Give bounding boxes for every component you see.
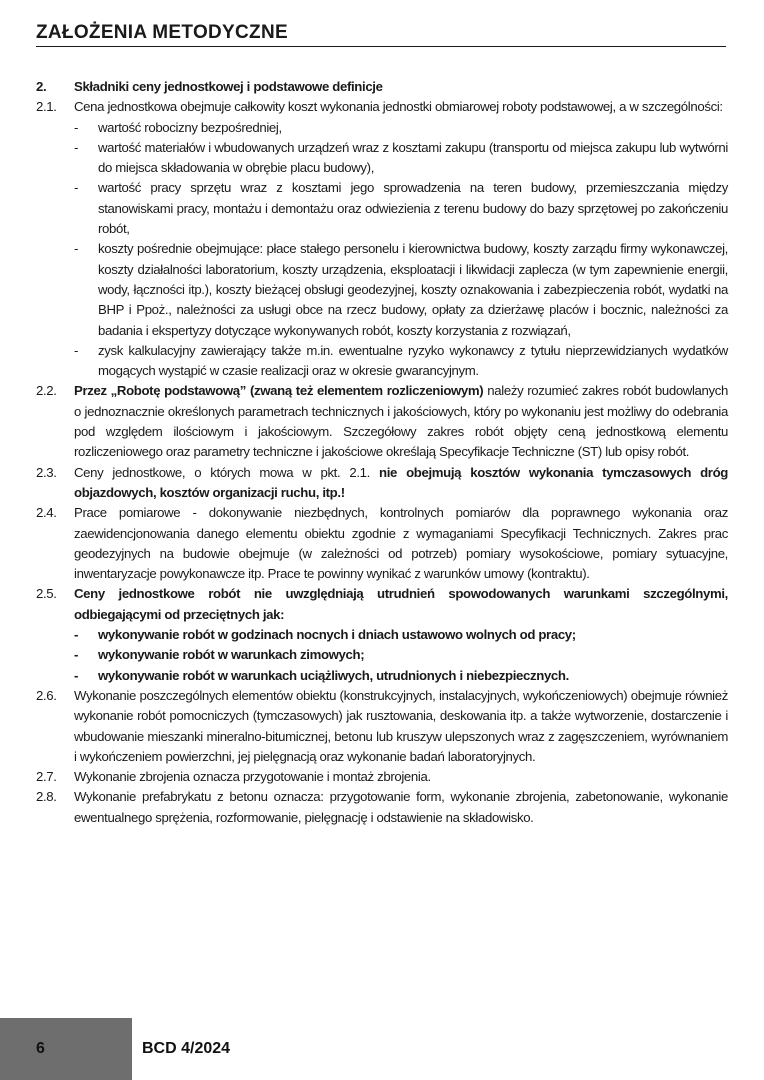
list-item-text: wykonywanie robót w warunkach zimowych; xyxy=(98,647,365,663)
item-text: należy rozumieć zakres robót budowlanych o jednoznacznie określonych parametrach technicznych i jakościowych, który po wykonaniu jest możliwy do odebrania pod względem ilościowym i jakościowym. Szczegółowy zakres robót objęty ceną jednostkową elementu rozliczeniowego oraz parametry techniczne i jakościowe określają Specyfikacje Techniczne (ST) lub opisy robót. xyxy=(74,383,729,460)
footer-page-block xyxy=(0,1018,132,1080)
list-item xyxy=(74,341,728,382)
item-text: Wykonanie poszczególnych elementów obiektu (konstrukcyjnych, instalacyjnych, wykończeniowych) obejmuje również wykonanie robót pomocniczych (tymczasowych) jak rusztowania, deskowania itp. a także wytworzenie, dostarczenie i wbudowanie mieszanki mineralno-bitumicznej, betonu lub kruszyw ulepszonych wraz z zagęszczeniem, wyrównaniem i wykończeniem powierzchni, jej pielęgnacją oraz wykonanie badań laboratoryjnych. xyxy=(74,687,728,764)
dash-marker: - xyxy=(74,180,79,196)
item-bold-text: Ceny jednostkowe robót nie uwzględniają utrudnień spowodowanych warunkami szczególnymi, odbiegającymi od przeciętnych jak: xyxy=(74,586,728,622)
list-item-text: koszty pośrednie obejmujące: płace stałego personelu i kierownictwa budowy, koszty zarządu firmy wykonawczej, koszty działalności laboratorium, koszty urządzenia, eksploatacji i likwidacji zaplecza (w tym zapewnienie energii, wody, łączności itp.), koszty bieżącej obsługi geodezyjnej, koszty oznakowania i zabezpieczenia robót, wydatki na BHP i Ppoż., należności za usługi obce na rzecz budowy, opłaty za dzierżawę placów i bocznic, należności za badania i ekspertyzy dotyczące wykonywanych robót, koszty korzystania z rozwiązań, xyxy=(98,241,728,338)
dash-marker: - xyxy=(74,241,79,257)
section-heading xyxy=(36,77,728,97)
item-2-5 xyxy=(36,584,728,685)
item-text: Ceny jednostkowe, o których mowa w pkt. 2.1. xyxy=(74,464,380,480)
list-item-text: wykonywanie robót w godzinach nocnych i dniach ustawowo wolnych od pracy; xyxy=(98,627,576,643)
item-number: 2.3. xyxy=(36,464,57,480)
item-text: Wykonanie zbrojenia oznacza przygotowanie i montaż zbrojenia. xyxy=(74,769,431,785)
item-2-3 xyxy=(36,463,728,504)
list-item-text: zysk kalkulacyjny zawierający także m.in. ewentualne ryzyko wykonawcy z tytułu nieprzewidzianych wydatków mogących wystąpić w czasie realizacji oraz w okresie gwarancyjnym. xyxy=(98,342,728,379)
item-number: 2.1. xyxy=(36,99,57,115)
item-2-4 xyxy=(36,503,728,584)
item-2-6 xyxy=(36,686,728,767)
section-title: Składniki ceny jednostkowej i podstawowe definicje xyxy=(74,79,383,94)
list-item xyxy=(74,138,728,179)
page-header-title: ZAŁOŻENIA METODYCZNE xyxy=(36,22,288,43)
dash-marker: - xyxy=(74,667,79,683)
item-2-1 xyxy=(36,97,728,381)
special-conditions-list xyxy=(74,625,728,686)
list-item xyxy=(74,118,728,138)
list-item xyxy=(74,239,728,340)
list-item xyxy=(74,178,728,239)
list-item xyxy=(74,645,728,665)
dash-marker: - xyxy=(74,139,79,155)
list-item-text: wartość materiałów i wbudowanych urządzeń wraz z kosztami zakupu (transportu od miejsca zakupu lub wytwórni do miejsca składowania w obrębie placu budowy), xyxy=(98,139,728,176)
item-bold-text: nie obejmują kosztów wykonania tymczasowych dróg objazdowych, kosztów organizacji ruchu, itp.! xyxy=(74,464,728,500)
item-number: 2.8. xyxy=(36,789,57,805)
item-number: 2.7. xyxy=(36,769,57,785)
page-number: 6 xyxy=(36,1040,45,1057)
dash-marker: - xyxy=(74,647,79,663)
item-2-2 xyxy=(36,381,728,462)
list-item-text: wykonywanie robót w warunkach uciążliwych, utrudnionych i niebezpiecznych. xyxy=(98,667,569,683)
item-2-7 xyxy=(36,767,728,787)
item-2-8 xyxy=(36,787,728,828)
item-text: Wykonanie prefabrykatu z betonu oznacza: przygotowanie form, wykonanie zbrojenia, zabetonowanie, wykonanie ewentualnego sprężenia, rozformowanie, pielęgnację i odstawienie na składowisko. xyxy=(74,789,728,825)
document-body xyxy=(36,77,728,828)
item-text: Prace pomiarowe - dokonywanie niezbędnych, kontrolnych pomiarów dla poprawnego wykonania oraz zaewidencjonowania danego elementu obiektu zgodnie z wymaganiami Specyfikacji Technicznych. Zakres prac geodezyjnych na budowie obejmuje (w zależności od potrzeb) pomiary wysokościowe, pomiary sytuacyjne, inwentaryzacje powykonawcze itp. Prace te powinny wynikać z warunków umowy (kontraktu). xyxy=(74,505,728,582)
list-item xyxy=(74,666,728,686)
list-item xyxy=(74,625,728,645)
item-number: 2.4. xyxy=(36,505,57,521)
page-header xyxy=(36,20,726,47)
dash-marker: - xyxy=(74,119,79,135)
item-number: 2.5. xyxy=(36,586,57,602)
item-number: 2.2. xyxy=(36,383,57,399)
list-item-text: wartość pracy sprzętu wraz z kosztami jego sprowadzenia na teren budowy, przemieszczania między stanowiskami pracy, montażu i demontażu oraz odwiezienia z terenu budowy do bazy sprzętowej po zakończeniu robót, xyxy=(98,180,728,237)
item-bold-text: Przez „Robotę podstawową” (zwaną też elementem rozliczeniowym) xyxy=(74,383,484,399)
dash-marker: - xyxy=(74,627,79,643)
publication-issue: BCD 4/2024 xyxy=(142,1040,231,1057)
item-number: 2.6. xyxy=(36,687,57,703)
cost-components-list xyxy=(74,118,728,382)
item-text: Cena jednostkowa obejmuje całkowity koszt wykonania jednostki obmiarowej roboty podstawowej, a w szczególności: xyxy=(74,99,723,115)
list-item-text: wartość robocizny bezpośredniej, xyxy=(98,119,282,135)
dash-marker: - xyxy=(74,342,79,358)
section-number: 2. xyxy=(36,79,47,94)
